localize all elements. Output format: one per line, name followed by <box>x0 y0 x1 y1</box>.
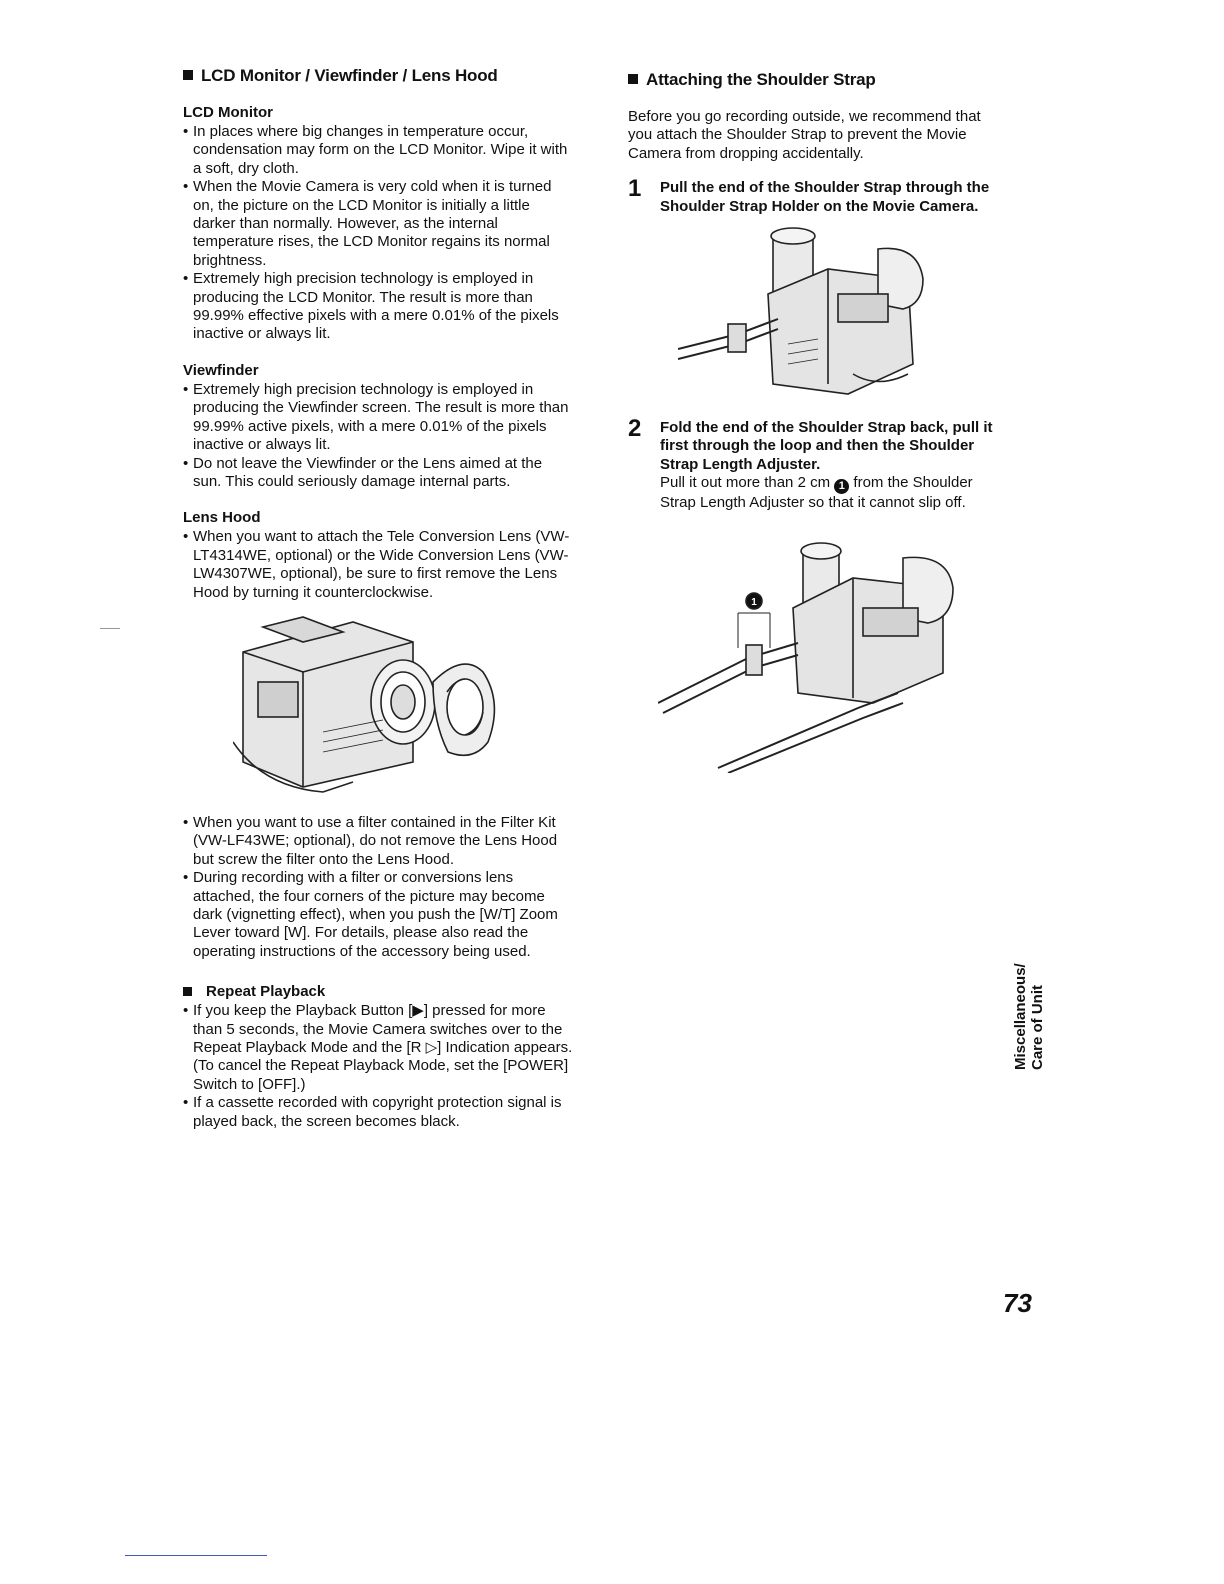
section-title-shoulder-strap: Attaching the Shoulder Strap <box>628 70 1008 90</box>
list-item: • Do not leave the Viewfinder or the Lens aimed at the sun. This could seriously damage internal parts. <box>183 455 573 492</box>
intro-paragraph: Before you go recording outside, we recommend that you attach the Shoulder Strap to prevent the Movie Camera from dropping accidentally. <box>628 108 981 162</box>
list-item: • If a cassette recorded with copyright protection signal is played back, the screen becomes black. <box>183 1094 573 1131</box>
lcd-monitor-heading: LCD Monitor <box>183 104 273 121</box>
side-tab-line2: Care of Unit <box>1029 984 1046 1070</box>
side-tab-line1: Miscellaneous/ <box>1012 963 1029 1070</box>
list-item: • Extremely high precision technology is employed in producing the Viewfinder screen. The result is more than 99.99% active pixels, with a mere 0.01% of the pixels inactive or always lit. <box>183 381 573 455</box>
right-column <box>628 66 1008 785</box>
list-item: • When the Movie Camera is very cold when it is turned on, the picture on the LCD Monitor is initially a little darker than normally. However, as the internal temperature rises, the LCD Monitor regains its normal brightness. <box>183 178 573 270</box>
square-bullet-icon <box>183 70 193 80</box>
step-number: 1 <box>628 175 642 203</box>
list-item: • If you keep the Playback Button [▶] pressed for more than 5 seconds, the Movie Camera switches over to the Repeat Playback Mode and the [R ▷] Indication appears. (To cancel the Repeat Playback Mode, set the [POWER] Switch to [OFF].) <box>183 1002 573 1094</box>
viewfinder-heading: Viewfinder <box>183 361 259 379</box>
lens-hood-illustration <box>233 612 573 802</box>
page-number: 73 <box>1003 1288 1032 1318</box>
marker-1-icon: 1 <box>834 479 849 494</box>
step-title: Pull the end of the Shoulder Strap through the Shoulder Strap Holder on the Movie Camera. <box>660 179 990 215</box>
repeat-playback-heading: Repeat Playback <box>183 983 573 1000</box>
left-column <box>183 66 573 1149</box>
side-tab <box>1012 945 1062 1070</box>
lens-hood-heading: Lens Hood <box>183 509 261 527</box>
step-2 <box>628 415 1008 513</box>
section-title-lcd: LCD Monitor / Viewfinder / Lens Hood <box>183 66 573 86</box>
step-1 <box>628 175 1008 216</box>
step-title: Fold the end of the Shoulder Strap back, pull it first through the loop and then the Shoulder Strap Length Adjuster. <box>660 419 993 473</box>
list-item: • When you want to use a filter contained in the Filter Kit (VW-LF43WE; optional), do not remove the Lens Hood but screw the filter onto the Lens Hood. <box>183 814 573 869</box>
step-note: Pull it out more than 2 cm 1 from the Shoulder Strap Length Adjuster so that it cannot slip off. <box>660 474 973 512</box>
viewfinder-section <box>183 362 573 491</box>
list-item: • Extremely high precision technology is employed in producing the LCD Monitor. The result is more than 99.99% effective pixels with a mere 0.01% of the pixels inactive or always lit. <box>183 270 573 344</box>
square-bullet-icon <box>183 987 192 996</box>
strap-step1-illustration <box>678 224 1008 409</box>
square-bullet-icon <box>628 74 638 84</box>
list-item: • In places where big changes in temperature occur, condensation may form on the LCD Monitor. Wipe it with a soft, dry cloth. <box>183 123 573 178</box>
repeat-playback-section <box>183 983 573 1131</box>
lens-hood-section <box>183 509 573 602</box>
footer-rule <box>125 1555 267 1556</box>
marker-label: 1 <box>751 596 757 608</box>
list-item: • When you want to attach the Tele Conversion Lens (VW-LT4314WE, optional) or the Wide Conversion Lens (VW-LW4307WE, optional), be sure to first remove the Lens Hood by turning it counterclockwise. <box>183 528 573 602</box>
lens-hood-notes <box>183 814 573 961</box>
strap-step2-illustration <box>658 533 1008 773</box>
step-number: 2 <box>628 415 642 443</box>
margin-mark <box>100 628 120 629</box>
lcd-monitor-section <box>183 104 573 344</box>
list-item: • During recording with a filter or conversions lens attached, the four corners of the picture may become dark (vignetting effect), when you push the [W/T] Zoom Lever toward [W]. For details, please also read the operating instructions of the accessory being used. <box>183 869 573 961</box>
